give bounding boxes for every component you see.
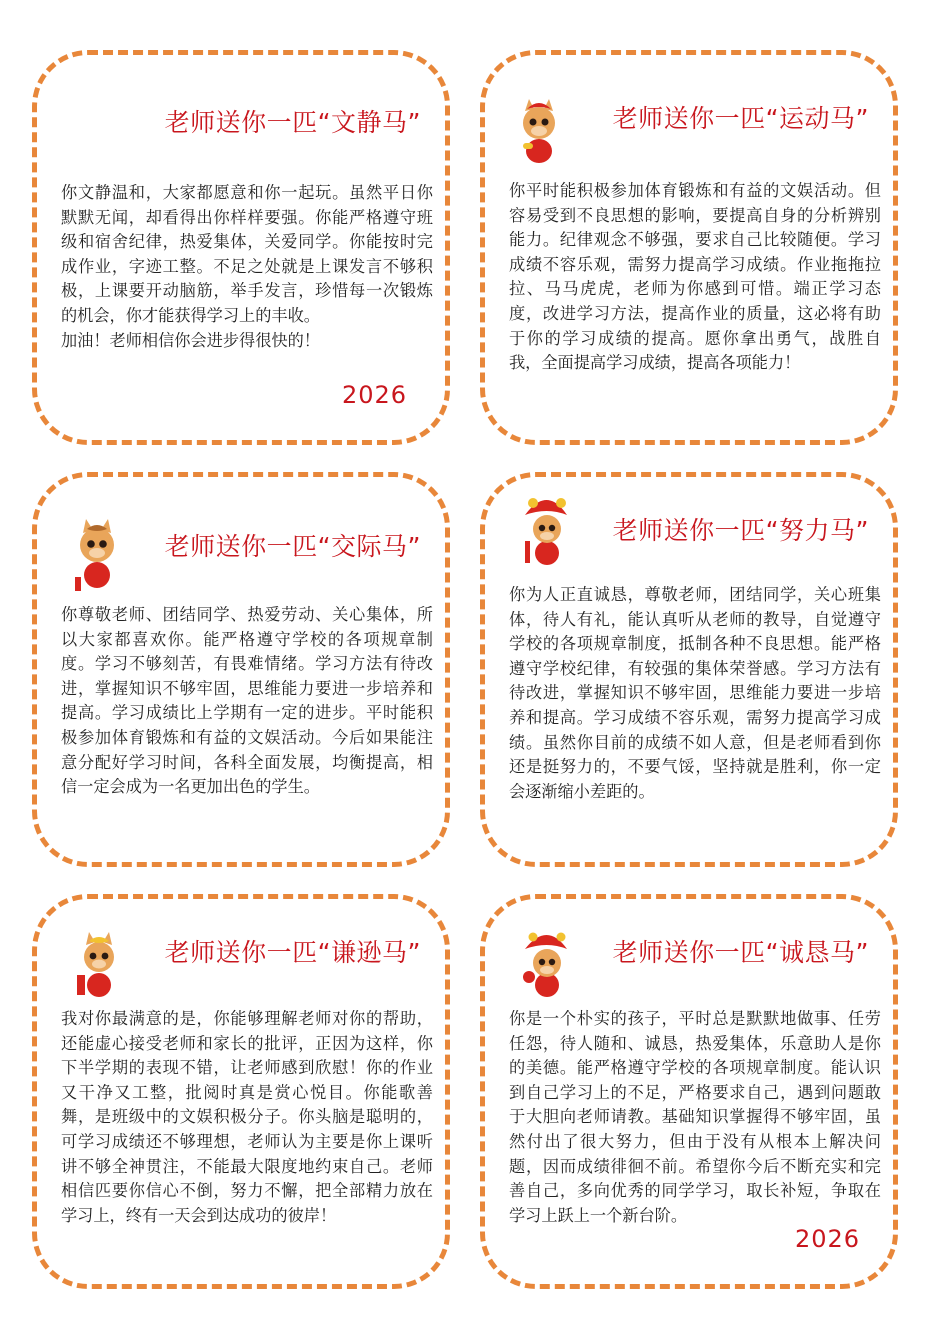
comment-card-effort-horse [480, 472, 898, 867]
horse-mascot-icon [73, 929, 121, 999]
card-title: 老师送你一匹“文静马” [164, 108, 421, 137]
comment-paragraph: 加油！老师相信你会进步得很快的！ [61, 330, 320, 350]
comment-paragraph: 你尊敬老师、团结同学、热爱劳动、关心集体，所以大家都喜欢你。能严格遵守学校的各项规章制度。学习不够刻苦，有畏难情绪。学习方法有待改进，掌握知识不够牢固，思维能力要进一步培养和提高。学习成绩比上学期有一定的进步。平时能积极参加体育锻炼和有益的文娱活动。今后如果能注意分配好学习时间，各科全面发展，均衡提高，相信一定会成为一名更加出色的学生。 [61, 605, 433, 797]
horse-mascot-icon [73, 513, 121, 593]
lion-dance-horse-icon [521, 925, 569, 1001]
card-title: 老师送你一匹“努力马” [612, 516, 869, 545]
year-label: 2026 [342, 381, 408, 409]
card-title: 老师送你一匹“谦逊马” [164, 938, 421, 967]
comment-card-modest-horse [32, 894, 450, 1289]
comment-card-sport-horse [480, 50, 898, 445]
comment-paragraph: 你是一个朴实的孩子，平时总是默默地做事、任劳任怨，待人随和、诚恳，热爱集体，乐意助人是你的美德。能严格遵守学校的各项规章制度。能认识到自己学习上的不足，严格要求自己，遇到问题敢于大胆向老师请教。基础知识掌握得不够牢固，虽然付出了很大努力，但由于没有从根本上解决问题，因而成绩徘徊不前。希望你今后不断充实和完善自己，多向优秀的同学学习，取长补短，争取在学习上跃上一个新台阶。 [509, 1009, 881, 1225]
comment-card-social-horse [32, 472, 450, 867]
comment-paragraph: 我对你最满意的是，你能够理解老师对你的帮助，还能虚心接受老师和家长的批评，正因为这样，你下半学期的表现不错，让老师感到欣慰！你的作业又干净又工整，批阅时真是赏心悦目。你能歌善舞，是班级中的文娱积极分子。你头脑是聪明的，可学习成绩还不够理想，老师认为主要是你上课听讲不够全神贯注，不能最大限度地约束自己。老师相信匹要你信心不倒，努力不懈，把全部精力放在学习上，终有一天会到达成功的彼岸！ [61, 1009, 433, 1225]
card-title: 老师送你一匹“交际马” [164, 532, 421, 561]
card-body [509, 179, 881, 376]
comment-paragraph: 你为人正直诚恳，尊敬老师，团结同学，关心班集体，待人有礼，能认真听从老师的教导，自觉遵守学校的各项规章制度，抵制各种不良思想。能严格遵守学校纪律，有较强的集体荣誉感。学习方法有待改进，掌握知识不够牢固，思维能力要进一步培养和提高。学习成绩不容乐观，需努力提高学习成绩。虽然你目前的成绩不如人意，但是老师看到你还是挺努力的，不要气馁，坚持就是胜利，你一定会逐渐缩小差距的。 [509, 585, 881, 801]
comment-paragraph: 你平时能积极参加体育锻炼和有益的文娱活动。但容易受到不良思想的影响，要提高自身的分析辨别能力。纪律观念不够强，要求自己比较随便。学习成绩不容乐观，需努力提高学习成绩。作业拖拖拉拉、马马虎虎，老师为你感到可惜。端正学习态度，改进学习方法，提高作业的质量，这必将有助于你的学习成绩的提高。愿你拿出勇气，战胜自我，全面提高学习成绩，提高各项能力！ [509, 181, 881, 373]
card-body [61, 1007, 433, 1271]
card-body [61, 603, 433, 800]
comment-card-quiet-horse [32, 50, 450, 445]
year-label: 2026 [791, 1225, 864, 1253]
horse-mascot-icon [515, 95, 563, 165]
card-title: 老师送你一匹“诚恳马” [612, 938, 869, 967]
card-title: 老师送你一匹“运动马” [612, 104, 869, 133]
comment-card-sincere-horse [480, 894, 898, 1289]
card-body [509, 583, 881, 804]
comment-paragraph: 你文静温和，大家都愿意和你一起玩。虽然平日你默默无闻，却看得出你样样要强。你能严格遵守班级和宿舍纪律，热爱集体，关爱同学。你能按时完成作业，字迹工整。不足之处就是上课发言不够积极，上课要开动脑筋，举手发言，珍惜每一次锻炼的机会，你才能获得学习上的丰收。 [61, 183, 433, 325]
card-body [61, 181, 433, 353]
lion-dance-horse-icon [521, 489, 569, 569]
